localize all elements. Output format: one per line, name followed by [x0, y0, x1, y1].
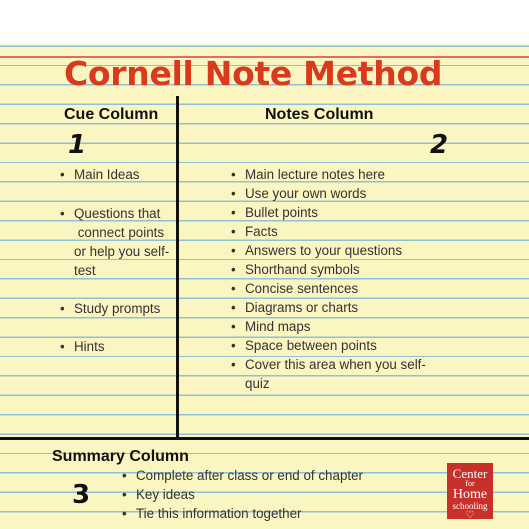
column-divider-vertical [176, 96, 179, 438]
notes-item: • Bullet points [229, 203, 459, 222]
cue-item-questions-line2: connect points [74, 225, 165, 240]
page-title: Cornell Note Method [64, 54, 443, 93]
notes-item: • Main lecture notes here [229, 165, 459, 184]
cue-column-list [58, 165, 176, 184]
binder-hole-icon [370, 18, 388, 36]
binder-hole-icon [295, 18, 313, 36]
cue-item-questions-line3: or help you self- [74, 244, 170, 259]
notes-column-list [229, 165, 459, 393]
cue-item-questions [58, 204, 176, 280]
center-for-homeschooling-logo [447, 463, 493, 519]
notes-item: • Concise sentences [229, 279, 459, 298]
binder-hole-icon [146, 18, 164, 36]
cue-column-list-questions [58, 204, 176, 280]
notes-item-cover-line2: quiz [245, 376, 270, 391]
cue-column-heading: Cue Column [64, 106, 159, 123]
binder-hole-icon [258, 18, 276, 36]
notes-item-cover-line1: Cover this area when you self- [245, 357, 426, 372]
notes-item: • Diagrams or charts [229, 298, 459, 317]
notes-item: • Space between points [229, 336, 459, 355]
heart-icon: ♡ [465, 510, 475, 521]
summary-column-list [120, 466, 440, 523]
binder-holes [0, 18, 529, 40]
notes-item: • Answers to your questions [229, 241, 459, 260]
binder-hole-icon [332, 18, 350, 36]
binder-hole-icon [406, 18, 424, 36]
notes-item-cover [229, 355, 459, 393]
summary-item: • Tie this information together [120, 504, 440, 523]
binder-hole-icon [77, 18, 95, 36]
binder-hole-icon [441, 18, 459, 36]
binder-hole-icon [220, 18, 238, 36]
logo-line-home: Home [452, 487, 488, 502]
logo-line-center: Center [452, 466, 488, 481]
notes-item: • Facts [229, 222, 459, 241]
notes-item: • Use your own words [229, 184, 459, 203]
summary-item: • Key ideas [120, 485, 440, 504]
notes-item: • Shorthand symbols [229, 260, 459, 279]
cue-item-questions-line4: test [74, 263, 96, 278]
cue-column-number: 1 [68, 130, 87, 160]
logo-line-for: for [465, 479, 475, 488]
binder-hole-icon [183, 18, 201, 36]
notes-column-number: 2 [430, 130, 449, 160]
summary-column-heading: Summary Column [52, 448, 189, 465]
cue-item-questions-line1: Questions that [74, 206, 161, 221]
notes-item: • Mind maps [229, 317, 459, 336]
summary-item: • Complete after class or end of chapter [120, 466, 440, 485]
cue-column-list-hints [58, 337, 176, 356]
cue-item-main-ideas: • Main Ideas [58, 165, 176, 184]
logo-line-schooling: schooling [452, 501, 488, 511]
cue-item-study-prompts: • Study prompts [58, 299, 176, 318]
summary-divider-horizontal [0, 437, 529, 440]
binder-hole-icon [110, 18, 128, 36]
cue-column-list-study [58, 299, 176, 318]
cue-item-hints: • Hints [58, 337, 176, 356]
summary-column-number: 3 [72, 480, 91, 510]
notes-column-heading: Notes Column [265, 106, 374, 123]
